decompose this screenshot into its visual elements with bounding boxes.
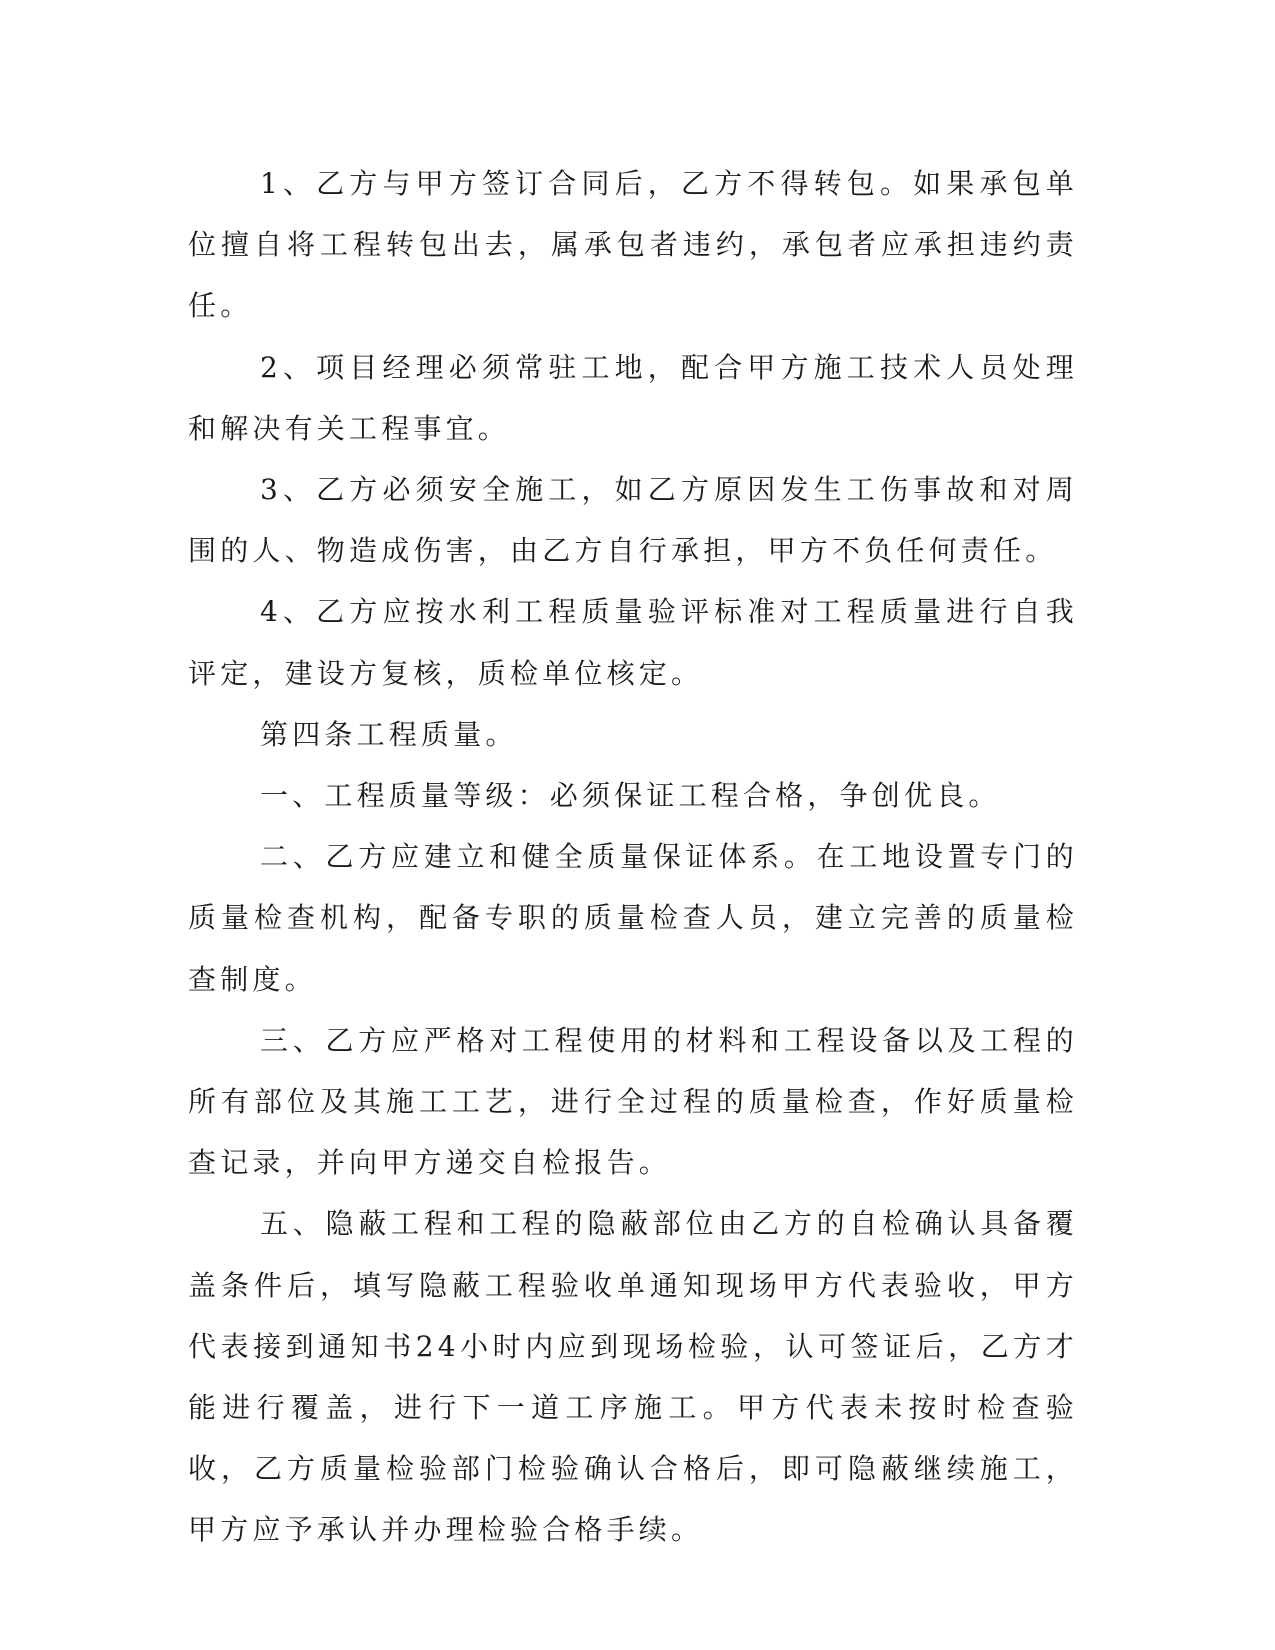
section-heading-article-4: 第四条工程质量。 xyxy=(260,717,518,751)
paragraph-2: 2、项目经理必须常驻工地，配合甲方施工技术人员处理和解决有关工程事宜。 xyxy=(188,350,1078,445)
document-page xyxy=(188,153,1078,1561)
paragraph-quality-inspection: 三、乙方应严格对工程使用的材料和工程设备以及工程的所有部位及其施工工艺，进行全过程的质量检查，作好质量检查记录，并向甲方递交自检报告。 xyxy=(188,1023,1078,1180)
paragraph-quality-grade: 一、工程质量等级：必须保证工程合格，争创优良。 xyxy=(260,779,1001,813)
paragraph-concealed-works: 五、隐蔽工程和工程的隐蔽部位由乙方的自检确认具备覆盖条件后，填写隐蔽工程验收单通知现场甲方代表验收，甲方代表接到通知书24小时内应到现场检验，认可签证后，乙方才能进行覆盖，进行下一道工序施工。甲方代表未按时检查验收，乙方质量检验部门检验确认合格后，即可隐蔽继续施工，甲方应予承认并办理检验合格手续。 xyxy=(188,1207,1078,1547)
paragraph-quality-system: 二、乙方应建立和健全质量保证体系。在工地设置专门的质量检查机构，配备专职的质量检查人员，建立完善的质量检查制度。 xyxy=(188,840,1078,996)
paragraph-1: 1、乙方与甲方签订合同后，乙方不得转包。如果承包单位擅自将工程转包出去，属承包者违约，承包者应承担违约责任。 xyxy=(188,167,1078,323)
paragraph-3: 3、乙方必须安全施工，如乙方原因发生工伤事故和对周围的人、物造成伤害，由乙方自行承担，甲方不负任何责任。 xyxy=(188,473,1078,568)
paragraph-4: 4、乙方应按水利工程质量验评标准对工程质量进行自我评定，建设方复核，质检单位核定。 xyxy=(188,595,1078,690)
